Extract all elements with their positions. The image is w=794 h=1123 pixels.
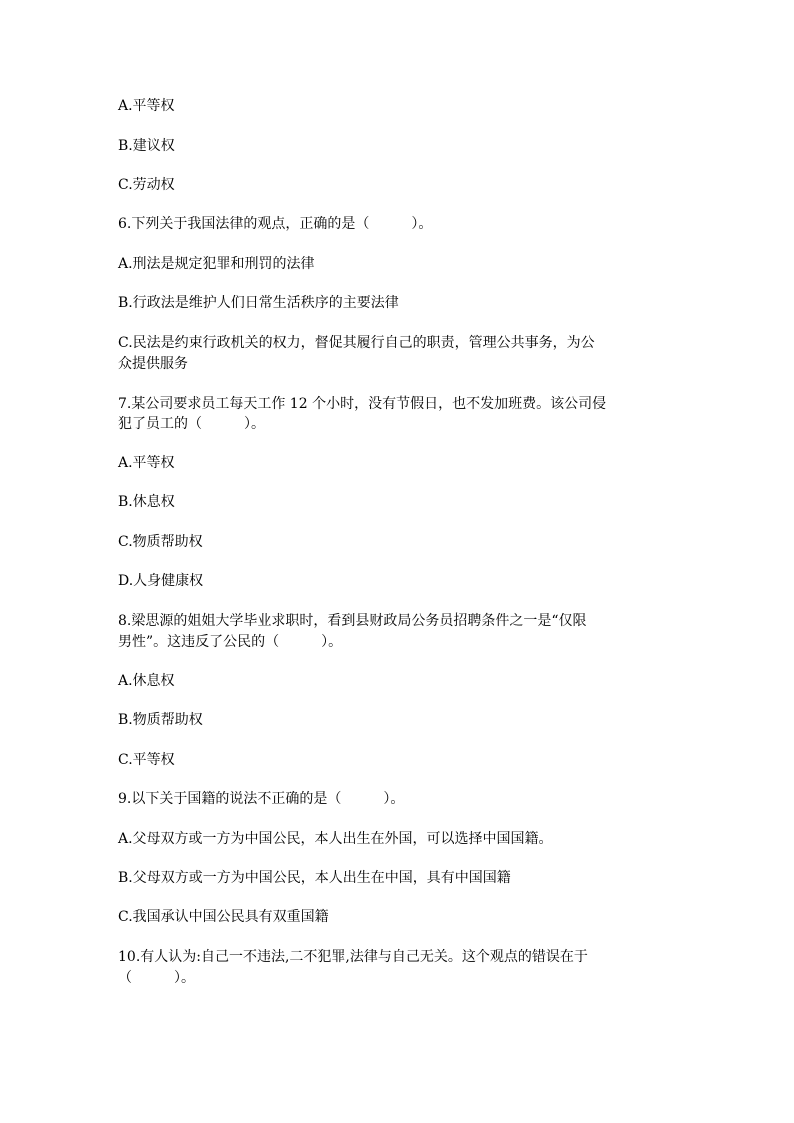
- q10-stem-line2: （ ）。: [118, 970, 195, 986]
- q8-stem-line2: 男性”。这违反了公民的（ ）。: [118, 634, 343, 650]
- q10-stem-line1: 10.有人认为:自己一不违法,二不犯罪,法律与自己无关。这个观点的错误在于: [118, 949, 588, 965]
- q8-option-a: A.休息权: [118, 673, 175, 689]
- q9-option-a: A.父母双方或一方为中国公民，本人出生在外国，可以选择中国国籍。: [118, 831, 553, 847]
- q6-option-c-line2: 众提供服务: [118, 356, 188, 372]
- q8-option-b: B.物质帮助权: [118, 712, 203, 728]
- q7-option-d: D.人身健康权: [118, 573, 204, 589]
- q8-option-c: C.平等权: [118, 752, 175, 768]
- q7-option-a: A.平等权: [118, 455, 175, 471]
- q7-stem-line1: 7.某公司要求员工每天工作 12 个小时，没有节假日，也不发加班费。该公司侵: [118, 396, 607, 412]
- q9-option-c: C.我国承认中国公民具有双重国籍: [118, 909, 329, 925]
- q6-option-b: B.行政法是维护人们日常生活秩序的主要法律: [118, 295, 399, 311]
- q7-stem-line2: 犯了员工的（ ）。: [118, 416, 265, 432]
- q6-stem: 6.下列关于我国法律的观点，正确的是（ ）。: [118, 216, 433, 232]
- q9-option-b: B.父母双方或一方为中国公民，本人出生在中国，具有中国国籍: [118, 870, 511, 886]
- q6-option-c-line1: C.民法是约束行政机关的权力，督促其履行自己的职责，管理公共事务，为公: [118, 335, 595, 351]
- q8-stem-line1: 8.梁思源的姐姐大学毕业求职时，看到县财政局公务员招聘条件之一是“仅限: [118, 613, 587, 629]
- q7-option-b: B.休息权: [118, 494, 175, 510]
- q5-option-b: B.建议权: [118, 138, 175, 154]
- q5-option-c: C.劳动权: [118, 177, 175, 193]
- q7-option-c: C.物质帮助权: [118, 534, 203, 550]
- q5-option-a: A.平等权: [118, 98, 175, 114]
- q6-option-a: A.刑法是规定犯罪和刑罚的法律: [118, 256, 315, 272]
- q9-stem: 9.以下关于国籍的说法不正确的是（ ）。: [118, 791, 405, 807]
